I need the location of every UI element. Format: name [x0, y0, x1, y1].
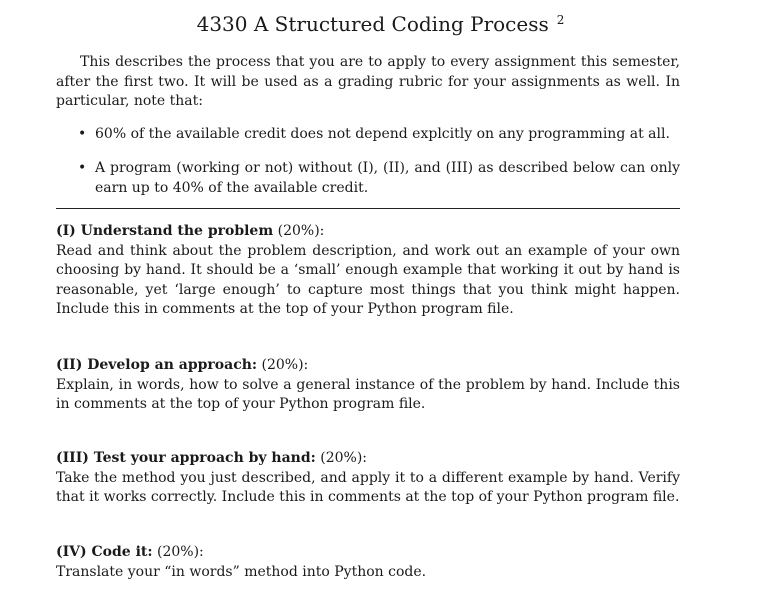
section-heading	[56, 449, 680, 469]
section-heading	[56, 356, 680, 376]
page-title	[0, 10, 761, 38]
section-heading-label: (IV) Code it:	[56, 544, 153, 560]
section-heading	[56, 543, 680, 563]
bullet-list-item-2	[78, 159, 680, 198]
section-body: Take the method you just described, and apply it to a different example by hand. Verify that it works correctly. Include this in comments at the top of your Python program file.	[56, 469, 680, 505]
section-heading-label: (III) Test your approach by hand:	[56, 450, 316, 466]
list-item	[78, 125, 680, 145]
section-develop-approach	[56, 356, 680, 415]
section-body: Explain, in words, how to solve a general instance of the problem by hand. Include this in comments at the top of your Python program file.	[56, 376, 680, 412]
section-heading	[56, 222, 680, 242]
title-footnote-marker: 2	[556, 13, 565, 27]
page-title-text: 4330 A Structured Coding Process	[196, 12, 549, 36]
bullet-icon: •	[78, 126, 87, 142]
horizontal-divider	[56, 208, 680, 209]
section-code-it	[56, 543, 680, 582]
section-weight: (20%):	[157, 544, 204, 560]
bullet-text: A program (working or not) without (I), (II), and (III) as described below can only earn up to 40% of the available credit.	[95, 160, 680, 196]
list-item	[78, 159, 680, 198]
bullet-list-item-1	[78, 125, 680, 145]
section-test-approach	[56, 449, 680, 508]
section-heading-label: (I) Understand the problem	[56, 223, 274, 239]
section-heading-label: (II) Develop an approach:	[56, 357, 258, 373]
section-weight: (20%):	[277, 223, 325, 239]
section-weight: (20%):	[261, 357, 309, 373]
section-understand-problem	[56, 222, 680, 320]
section-body: Translate your “in words” method into Python code.	[56, 563, 427, 580]
bullet-icon: •	[78, 160, 87, 176]
section-body: Read and think about the problem description, and work out an example of your own choosing by hand. It should be a ‘small’ enough example that working it out by hand is reasonable, yet ‘large enough’ to capture most things that you think might happen. Include this in comments at the top of your Python program file.	[56, 242, 680, 317]
intro-paragraph: This describes the process that you are to apply to every assignment this semester, after the first two. It will be used as a grading rubric for your assignments as well. In particular, note that:	[56, 54, 680, 109]
section-weight: (20%):	[320, 450, 368, 466]
bullet-text: 60% of the available credit does not depend explcitly on any programming at all.	[95, 126, 670, 142]
